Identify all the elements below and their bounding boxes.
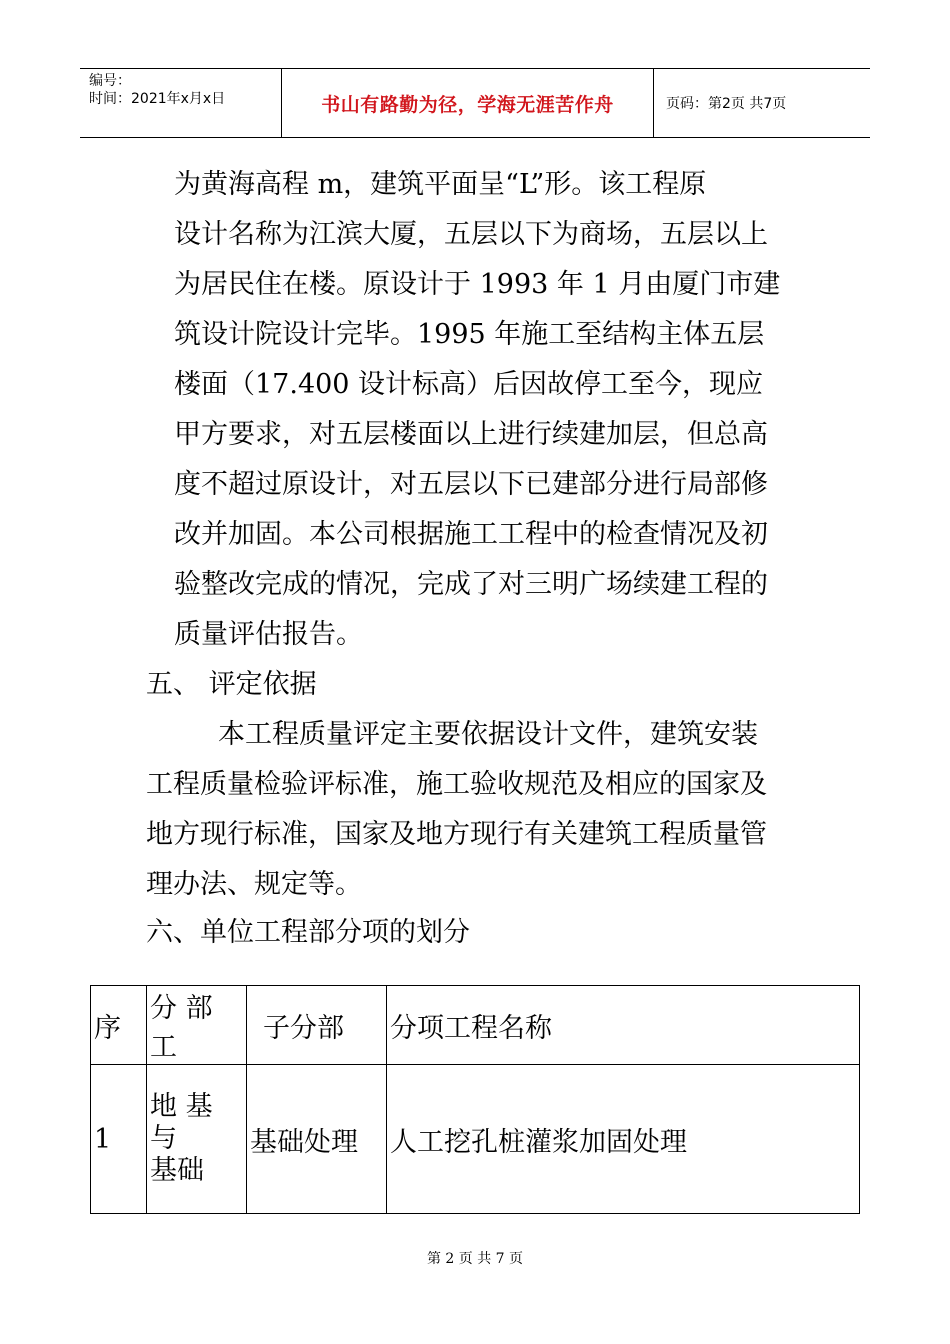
number-label: 编号： — [89, 73, 131, 89]
page-info-text: 页码：第2页 共7页 — [666, 96, 787, 112]
header-meta — [80, 69, 282, 137]
header-page-info — [654, 69, 870, 137]
cell-subdivision: 基础处理 — [247, 1065, 387, 1214]
table-header-row — [91, 986, 860, 1065]
cell-seq: 1 — [91, 1065, 147, 1214]
header-cell-subdivision: 子分部 — [247, 986, 387, 1065]
paragraph-line: 质量评估报告。 — [174, 619, 363, 650]
cell-division-line2: 基础 — [150, 1155, 204, 1186]
paragraph-line: 楼面（17.400 设计标高）后因故停工至今，现应 — [174, 369, 764, 400]
paragraph-line: 工程质量检验评标准，施工验收规范及相应的国家及 — [146, 769, 767, 800]
header-cell-item: 分项工程名称 — [387, 986, 860, 1065]
section-heading-5: 五、 评定依据 — [146, 669, 317, 700]
cell-division — [147, 1065, 247, 1214]
paragraph-line: 地方现行标准，国家及地方现行有关建筑工程质量管 — [146, 819, 767, 850]
division-table — [90, 985, 860, 1214]
page-footer: 第 2 页 共 7 页 — [426, 1251, 524, 1267]
section-heading-6: 六、单位工程部分项的划分 — [146, 917, 470, 948]
paragraph-line: 设计名称为江滨大厦，五层以下为商场，五层以上 — [174, 219, 768, 250]
cell-division-line1: 地 基 与 — [150, 1091, 213, 1154]
paragraph-line: 为居民住在楼。原设计于 1993 年 1 月由厦门市建 — [174, 269, 781, 300]
paragraph-line: 理办法、规定等。 — [146, 869, 362, 900]
header-cell-division: 分 部 工 — [147, 986, 247, 1065]
table-row — [91, 1065, 860, 1214]
paragraph-line: 本工程质量评定主要依据设计文件，建筑安装 — [218, 719, 758, 750]
paragraph-line: 验整改完成的情况，完成了对三明广场续建工程的 — [174, 569, 768, 600]
paragraph-line: 为黄海高程 m，建筑平面呈“L”形。该工程原 — [174, 169, 707, 200]
cell-item: 人工挖孔桩灌浆加固处理 — [387, 1065, 860, 1214]
paragraph-line: 改并加固。本公司根据施工工程中的检查情况及初 — [174, 519, 768, 550]
page-header — [80, 68, 870, 138]
paragraph-line: 度不超过原设计，对五层以下已建部分进行局部修 — [174, 469, 768, 500]
paragraph-line: 甲方要求，对五层楼面以上进行续建加层，但总高 — [174, 419, 768, 450]
paragraph-line: 筑设计院设计完毕。1995 年施工至结构主体五层 — [174, 319, 765, 350]
header-motto — [282, 69, 654, 137]
time-label: 时间：2021年x月x日 — [89, 91, 226, 107]
motto-text: 书山有路勤为径，学海无涯苦作舟 — [321, 93, 614, 116]
header-cell-seq: 序 — [91, 986, 147, 1065]
